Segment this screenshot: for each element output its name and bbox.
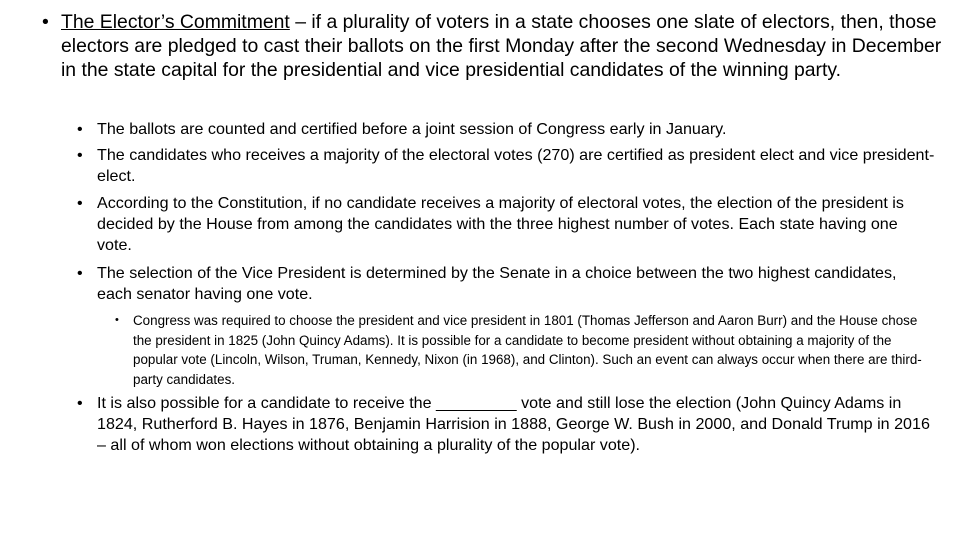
main-bullet-text — [42, 10, 947, 82]
sub-bullet-text: The candidates who receives a majority of the electoral votes (270) are certified as president elect and vice president-elect. — [97, 146, 935, 185]
bullet-glyph: • — [77, 264, 83, 282]
bullet-glyph: • — [42, 11, 49, 33]
sub-bullet-text: The ballots are counted and certified before a joint session of Congress early in January. — [97, 120, 727, 138]
subsub-bullet-congress-history — [115, 311, 927, 389]
sub-bullet-text: The selection of the Vice President is determined by the Senate in a choice between the two highest candidates, each senator having one vote. — [97, 264, 897, 303]
sub-bullet-majority — [77, 145, 935, 187]
bullet-glyph: • — [77, 146, 83, 164]
sub-bullet-vice-president — [77, 263, 935, 305]
bullet-glyph: • — [77, 194, 83, 212]
bullet-glyph: • — [77, 120, 83, 138]
sub-bullet-ballots-counted — [77, 119, 935, 140]
main-bullet — [42, 10, 947, 82]
sub-bullet-constitution — [77, 193, 935, 256]
bullet-glyph: • — [115, 314, 119, 326]
elector-commitment-term: The Elector’s Commitment — [61, 11, 290, 33]
sub-bullet-text: According to the Constitution, if no candidate receives a majority of electoral votes, the election of the president is decided by the House from among the candidates with the three highest number of votes. Each state having one vote. — [97, 194, 904, 254]
subsub-bullet-text: Congress was required to choose the president and vice president in 1801 (Thomas Jefferson and Aaron Burr) and the House chose the president in 1825 (John Quincy Adams). It is possible for a candidate to become president without obtaining a majority of the popular vote (Lincoln, Wilson, Truman, Kennedy, Nixon (in 1968), and Clinton). Such an event can always occur when there are third-party candidates. — [133, 313, 922, 387]
main-bullet-body: – if a plurality of voters in a state chooses one slate of electors, then, those electors are pledged to cast their ballots on the first Monday after the second Wednesday in December in the state capital for the presidential and vice presidential candidates of the winning party. — [61, 11, 942, 81]
sub-bullet-popular-vote-question — [77, 393, 935, 456]
bullet-glyph: • — [77, 394, 83, 412]
sub-bullet-text: It is also possible for a candidate to receive the _________ vote and still lose the election (John Quincy Adams in 1824, Rutherford B. Hayes in 1876, Benjamin Harrision in 1888, George W. Bush in 2000, and Donald Trump in 2016 – all of whom won elections without obtaining a plurality of the popular vote). — [97, 394, 930, 454]
